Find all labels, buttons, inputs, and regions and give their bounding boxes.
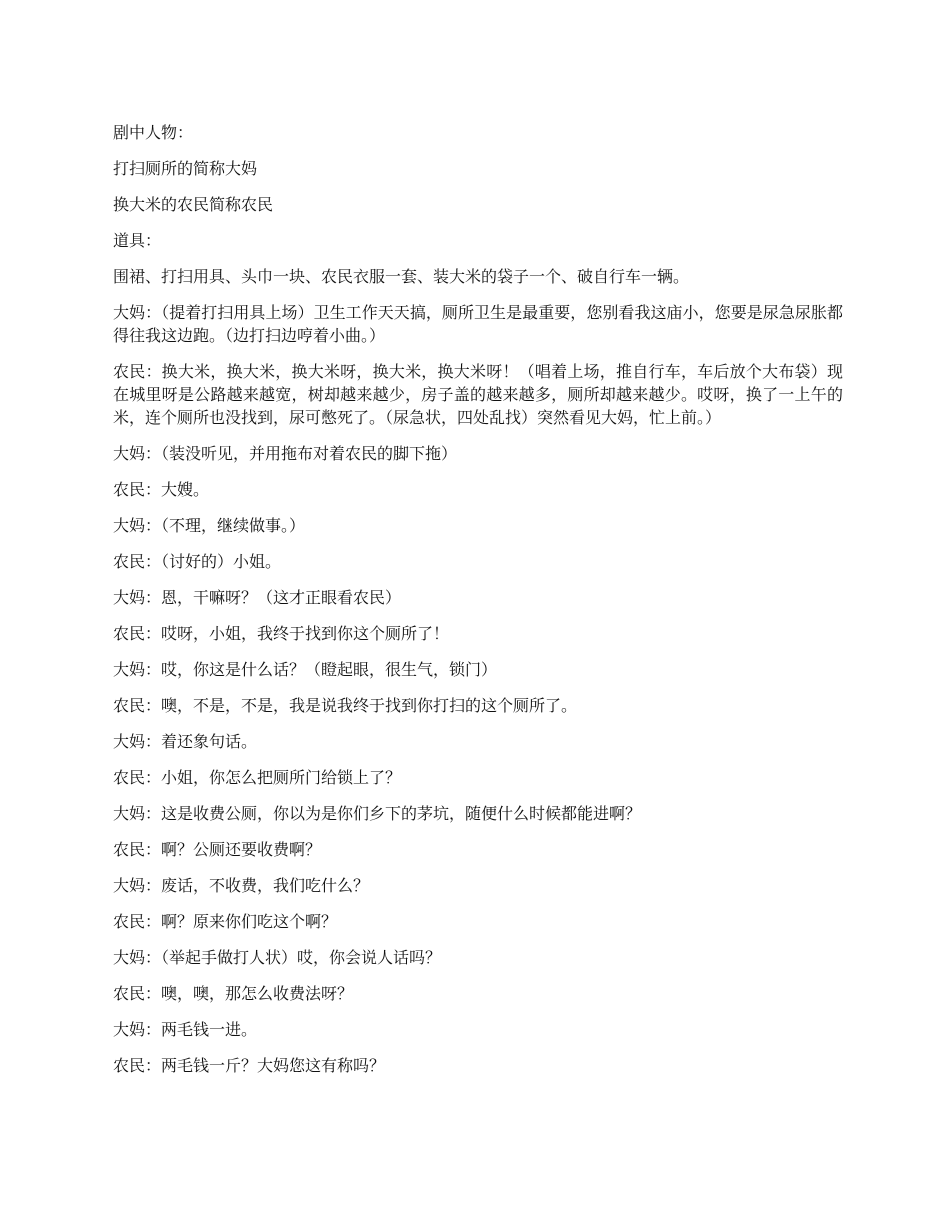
dialogue-line: 农民：（讨好的）小姐。	[113, 552, 282, 571]
props-heading: 道具：	[113, 231, 162, 250]
cast-line: 打扫厕所的简称大妈	[113, 159, 258, 178]
dialogue-line: 大妈：（举起手做打人状）哎，你会说人话吗？	[113, 948, 442, 967]
props-list: 围裙、打扫用具、头巾一块、农民衣服一套、装大米的袋子一个、破自行车一辆。	[113, 267, 690, 286]
dialogue-line: 大妈：（提着打扫用具上场）卫生工作天天搞，厕所卫生是最重要，您别看我这庙小，您要是尿急尿胀都得往我这边跑。（边打扫边哼着小曲。）	[113, 303, 843, 345]
dialogue-line: 农民：小姐，你怎么把厕所门给锁上了？	[113, 768, 402, 787]
dialogue-line: 农民：啊？公厕还要收费啊？	[113, 840, 322, 859]
dialogue-line: 农民：啊？原来你们吃这个啊？	[113, 912, 338, 931]
dialogue-line: 农民：大嫂。	[113, 480, 210, 499]
dialogue-line: 农民：换大米，换大米，换大米呀，换大米，换大米呀！（唱着上场，推自行车，车后放个大布袋）现在城里呀是公路越来越宽，树却越来越少，房子盖的越来越多，厕所却越来越少。哎呀，换了一上午的米，连个厕所也没找到，尿可憋死了。（尿急状，四处乱找）突然看见大妈，忙上前。）	[113, 362, 843, 427]
dialogue-line: 大妈：这是收费公厕，你以为是你们乡下的茅坑，随便什么时候都能进啊？	[113, 804, 642, 823]
dialogue-line: 大妈：恩，干嘛呀？（这才正眼看农民）	[113, 588, 402, 607]
dialogue-line: 农民：噢，不是，不是，我是说我终于找到你打扫的这个厕所了。	[113, 696, 578, 715]
document-body	[113, 121, 843, 1090]
dialogue-line: 农民：噢，噢，那怎么收费法呀？	[113, 984, 354, 1003]
dialogue-line: 大妈：（装没听见，并用拖布对着农民的脚下拖）	[113, 444, 458, 463]
dialogue-line: 大妈：着还象句话。	[113, 732, 258, 751]
dialogue-line: 大妈：哎，你这是什么话？（瞪起眼，很生气，锁门）	[113, 660, 498, 679]
dialogue-line: 大妈：（不理，继续做事。）	[113, 516, 306, 535]
dialogue-line: 农民：哎呀，小姐，我终于找到你这个厕所了！	[113, 624, 450, 643]
cast-line: 换大米的农民简称农民	[113, 195, 274, 214]
dialogue-line: 农民：两毛钱一斤？大妈您这有称吗？	[113, 1056, 386, 1075]
dialogue-line: 大妈：两毛钱一进。	[113, 1020, 258, 1039]
cast-heading: 剧中人物：	[113, 123, 194, 142]
dialogue-line: 大妈：废话，不收费，我们吃什么？	[113, 876, 370, 895]
